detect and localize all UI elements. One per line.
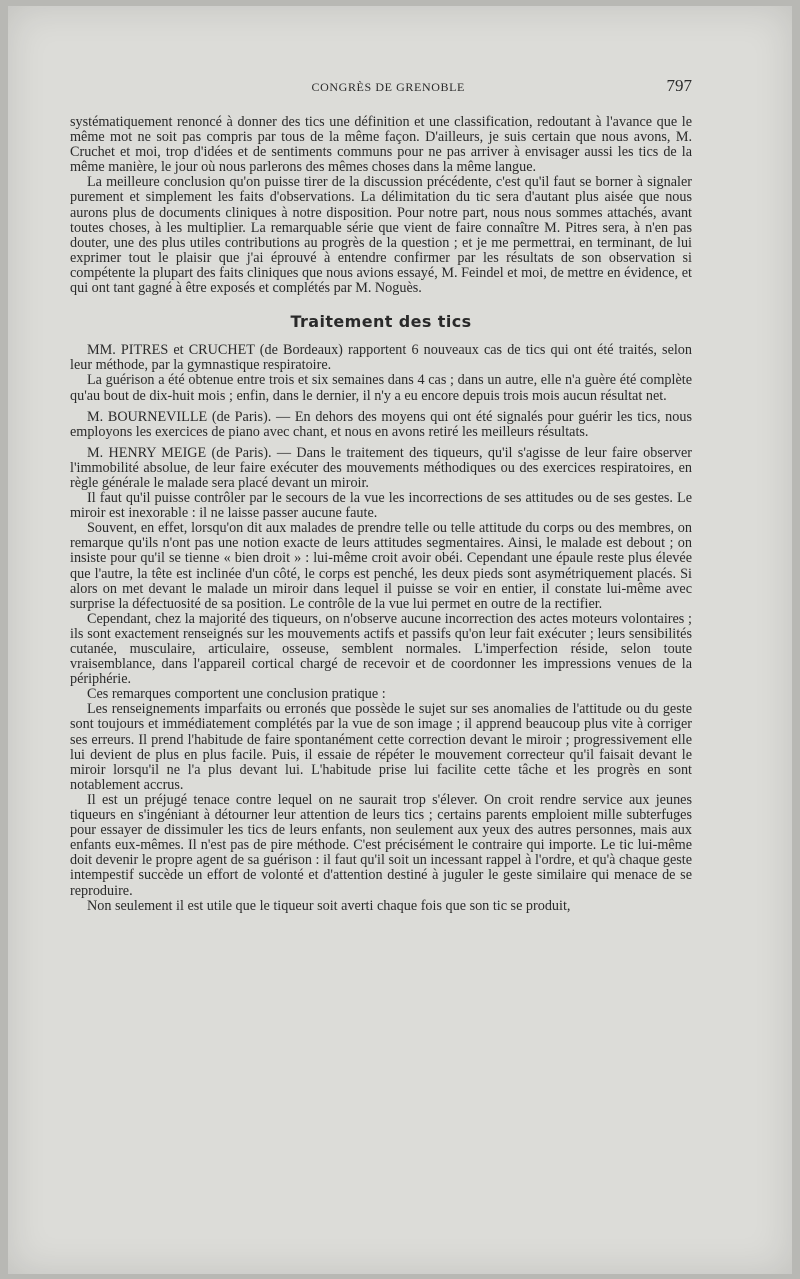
- paragraph: Souvent, en effet, lorsqu'on dit aux malades de prendre telle ou telle attitude du corps ou des membres, on remarque qu'ils n'ont pas une notion exacte de leurs attitudes segmentaires. Ainsi, le malade est debout ; on insiste pour qu'il se tienne « bien droit » : lui-même croit avoir obéi. Cependant une épaule reste plus élevée que l'autre, la tête est inclinée d'un côté, le corps est penché, les deux pieds sont asymétriquement placés. Si alors on met devant le malade un miroir dans lequel il puisse se voir en entier, il constate lui-même avec surprise la défectuosité de sa position. Le contrôle de la vue lui permet en outre de la rectifier.: [70, 520, 692, 612]
- paragraph: Non seulement il est utile que le tiqueur soit averti chaque fois que son tic se produit,: [87, 897, 571, 914]
- paragraph: Il faut qu'il puisse contrôler par le secours de la vue les incorrections de ses attitudes ou de ses gestes. Le miroir est inexorable : il ne laisse passer aucune faute.: [70, 490, 692, 522]
- book-page: [8, 6, 792, 1274]
- paragraph: M. BOURNEVILLE (de Paris). — En dehors des moyens qui ont été signalés pour guérir les tics, nous employons les exercices de piano avec chant, et nous en avons retiré les meilleurs résultats.: [70, 408, 692, 440]
- paragraph: La meilleure conclusion qu'on puisse tirer de la discussion précédente, c'est qu'il faut se borner à signaler purement et simplement les faits d'observations. La délimitation du tic sera d'autant plus aisée que nous aurons plus de documents cliniques à notre disposition. Pour notre part, nous nous sommes attachés, avant toutes choses, à les multiplier. La remarquable série que vient de faire connaître M. Pitres sera, à n'en pas douter, une des plus utiles contributions au progrès de la question ; et je me permettrai, en terminant, de lui exprimer tout le plaisir que j'ai éprouvé à entendre confirmer par les résultats de son observation si compétente la plupart des faits cliniques que nous avions essayé, M. Feindel et moi, de mettre en évidence, et qui ont tant gagné à être exposés et complétés par M. Noguès.: [70, 174, 692, 297]
- page-content: [70, 78, 692, 914]
- paragraph: Il est un préjugé tenace contre lequel on ne saurait trop s'élever. On croit rendre service aux jeunes tiqueurs en s'ingéniant à détourner leur attention de leurs tics ; certains parents emploient mille subterfuges pour essayer de dissimuler les tics de leurs enfants, non seulement aux yeux des autres personnes, mais aux enfants eux-mêmes. Il n'est pas de pire méthode. C'est précisément le contraire qui importe. Le tic lui-même doit devenir le propre agent de sa guérison : il faut qu'il soit un incessant rappel à l'ordre, et qu'à chaque geste intempestif succède un effort de volonté et d'attention destiné à juguler le geste similaire qui menace de se reproduire.: [70, 791, 692, 899]
- running-head: CONGRÈS DE GRENOBLE: [311, 80, 465, 94]
- page-number: 797: [666, 76, 692, 95]
- paragraph: M. HENRY MEIGE (de Paris). — Dans le traitement des tiqueurs, qu'il s'agisse de leur faire observer l'immobilité absolue, de leur faire exécuter des mouvements méthodiques ou des exercices respiratoires, en règle générale le malade sera placé devant un miroir.: [70, 444, 692, 491]
- paragraph: MM. PITRES et CRUCHET (de Bordeaux) rapportent 6 nouveaux cas de tics qui ont été traités, selon leur méthode, par la gymnastique respiratoire.: [70, 342, 692, 374]
- paragraph: Les renseignements imparfaits ou erronés que possède le sujet sur ses anomalies de l'attitude ou du geste sont toujours et immédiatement complétés par la vue de son image ; il apprend beaucoup plus vite à corriger ses erreurs. Il prend l'habitude de faire spontanément cette correction devant le miroir ; progressivement elle lui devient de plus en plus facile. Puis, il essaie de répéter le mouvement correcteur qu'il faisait devant le miroir lorsqu'il ne l'a plus devant lui. L'habitude prise lui facilite cette tâche et les progrès en sont notablement accrus.: [70, 701, 692, 793]
- page-header: [70, 78, 692, 102]
- paragraph: La guérison a été obtenue entre trois et six semaines dans 4 cas ; dans un autre, elle n'a guère été complète qu'au bout de dix-huit mois ; enfin, dans le dernier, il n'y a eu encore depuis trois mois aucun résultat net.: [70, 372, 692, 404]
- paragraph: systématiquement renoncé à donner des tics une définition et une classification, redoutant à l'avance que le même mot ne soit pas compris par tous de la même façon. D'ailleurs, je suis certain que nous avons, M. Cruchet et moi, trop d'idées et de sentiments communs pour ne pas arriver à envisager aussi les tics de la même manière, le jour où nous parlerons des mêmes choses dans la même langue.: [70, 114, 692, 176]
- paragraph: Cependant, chez la majorité des tiqueurs, on n'observe aucune incorrection des actes moteurs volontaires ; ils sont exactement renseignés sur les mouvements actifs et passifs qu'on leur fait exécuter ; leurs sensibilités cutanée, musculaire, articulaire, osseuse, semblent normales. L'imperfection réside, selon toute vraisemblance, dans l'appareil cortical chargé de recevoir et de coordonner les impressions venues de la périphérie.: [70, 610, 692, 688]
- section-title: Traitement des tics: [290, 312, 472, 332]
- paragraph: Ces remarques comportent une conclusion pratique :: [87, 686, 386, 703]
